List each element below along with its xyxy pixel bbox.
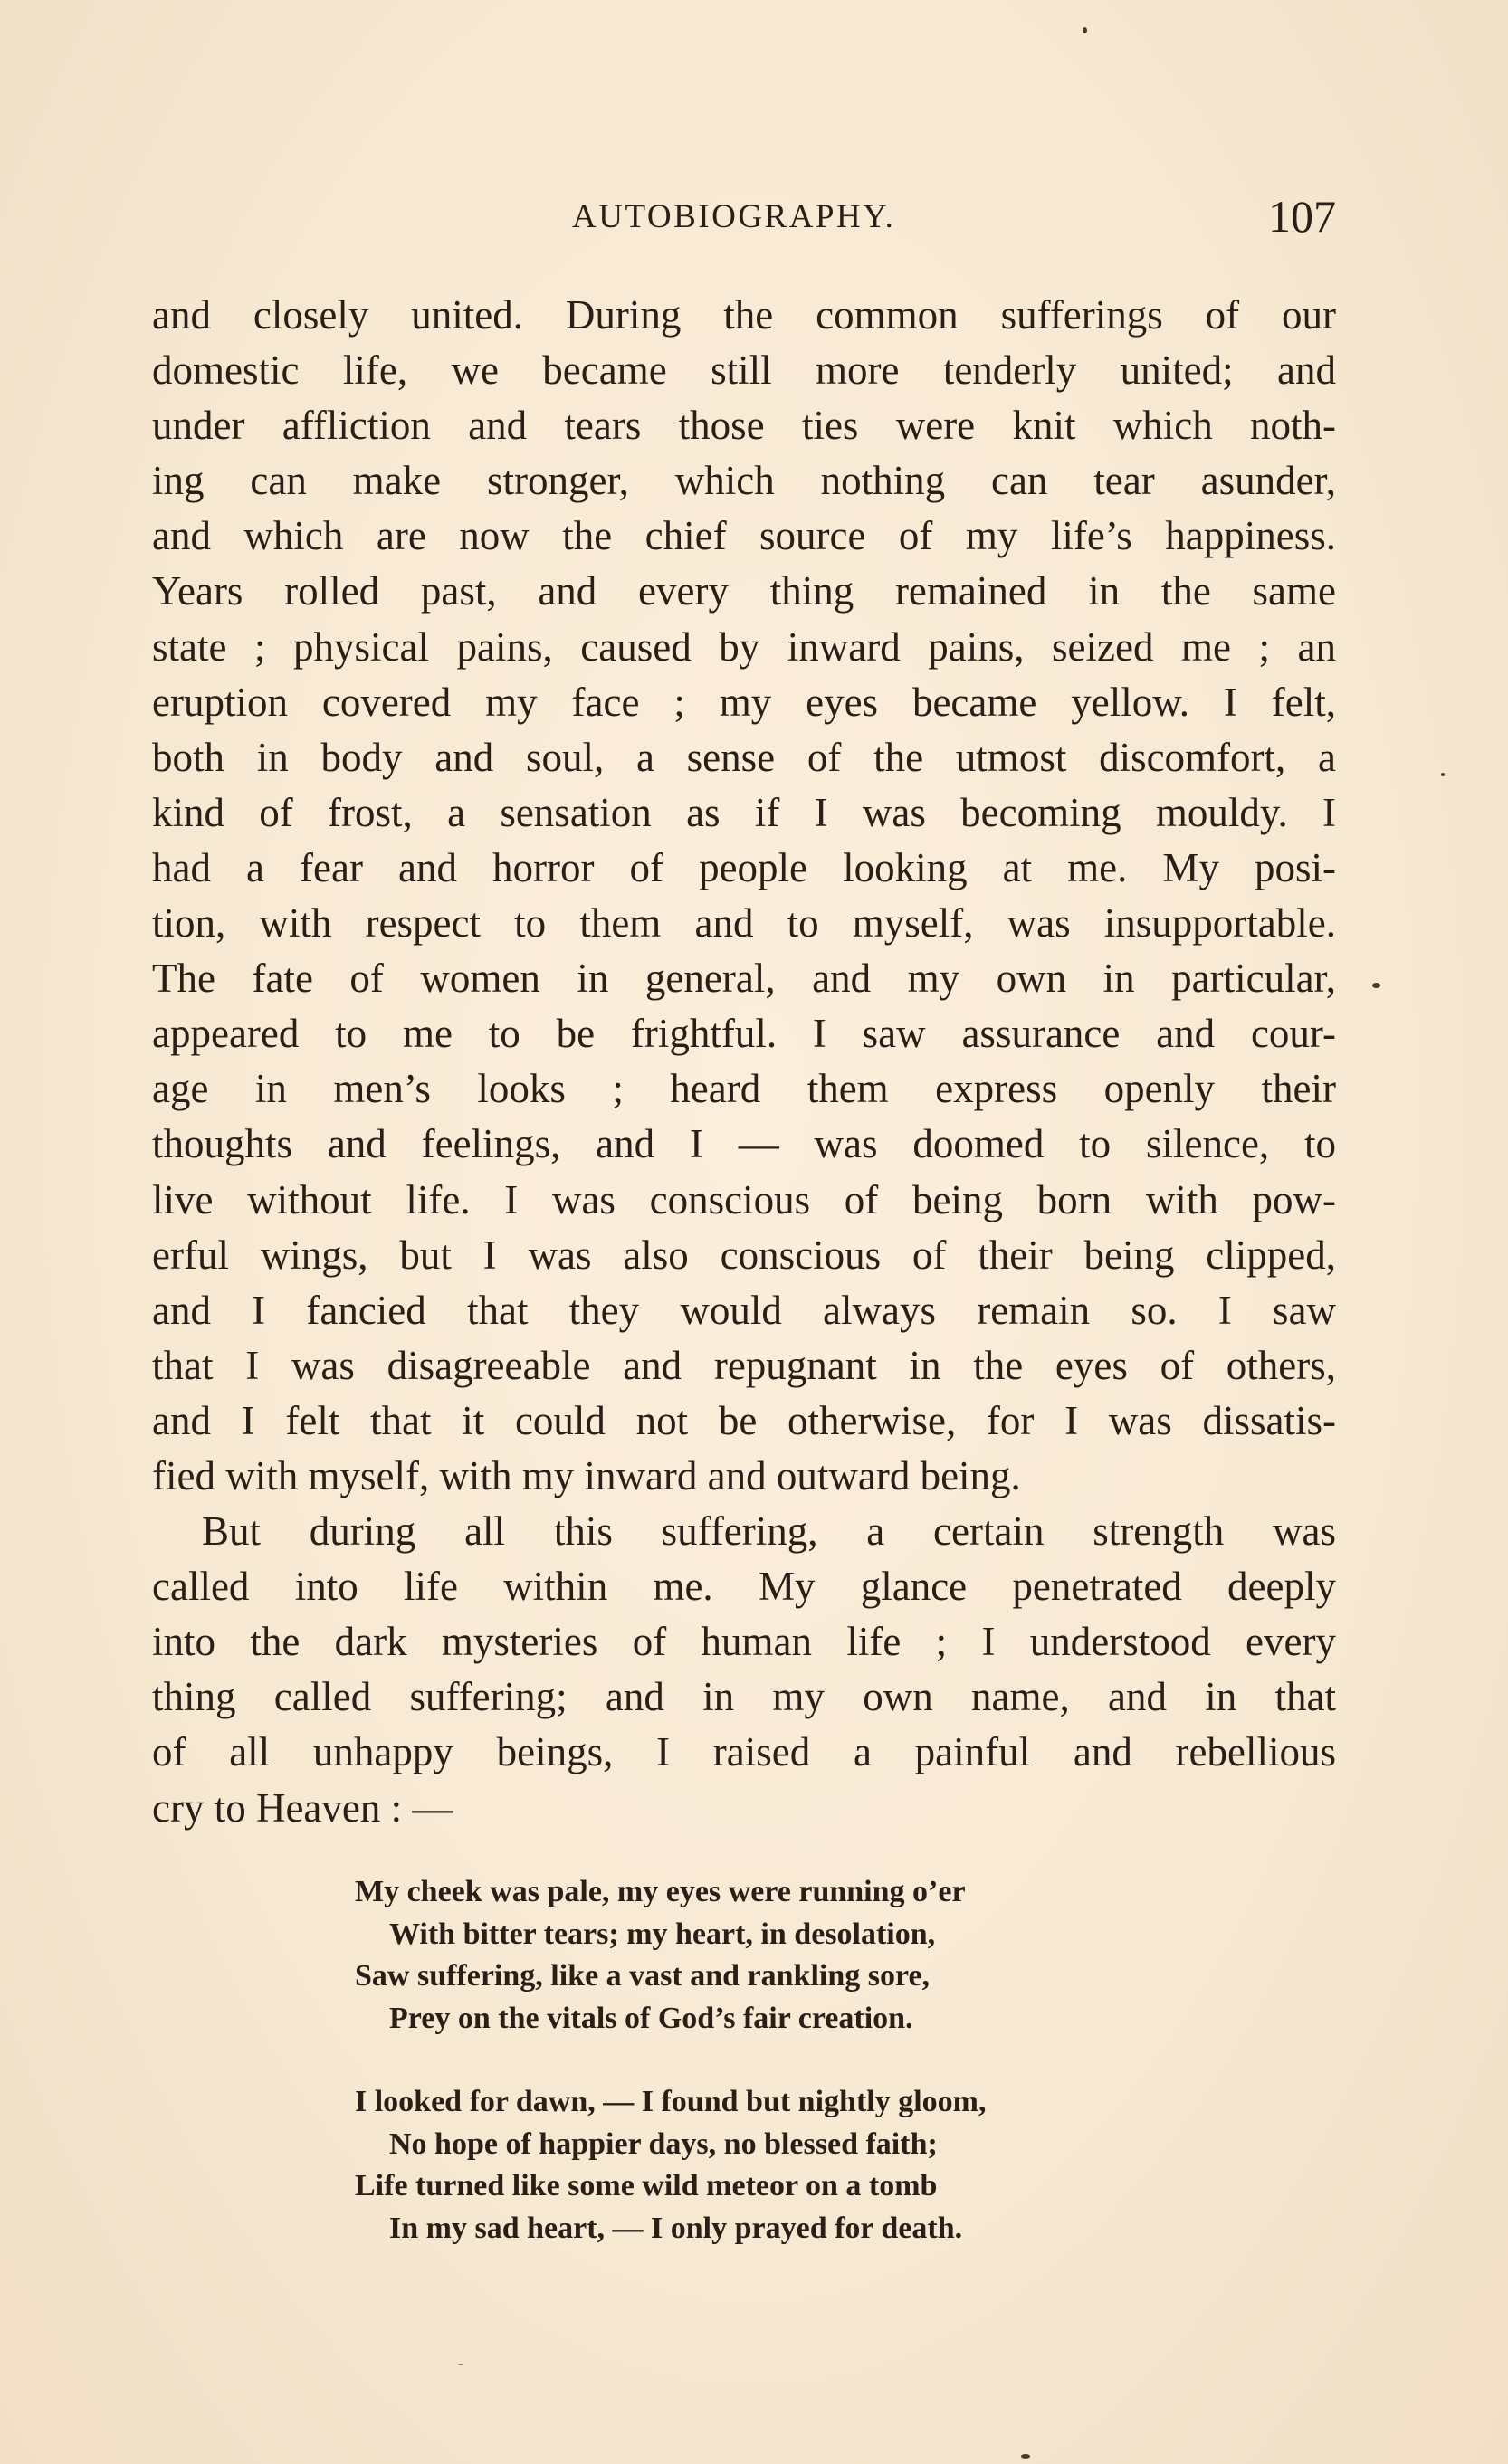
text-line: eruption covered my face ; my eyes became yellow. I felt, — [152, 679, 1336, 725]
text-line: thing called suffering; and in my own name, and in that — [152, 1674, 1336, 1720]
text-line: and I felt that it could not be otherwise, for I was dissatis- — [152, 1397, 1336, 1443]
text-line: age in men’s looks ; heard them express openly their — [152, 1066, 1336, 1112]
verse-line: In my sad heart, — I only prayed for death. — [389, 2211, 963, 2245]
text-line: of all unhappy beings, I raised a painful and rebellious — [152, 1729, 1336, 1775]
poem-stanza — [355, 2081, 1151, 2250]
text-line: and which are now the chief source of my life’s happiness. — [152, 513, 1336, 559]
verse-line: I looked for dawn, — I found but nightly gloom, — [355, 2085, 987, 2118]
text-line: state ; physical pains, caused by inward pains, seized me ; an — [152, 623, 1336, 670]
text-line: and closely united. During the common sufferings of our — [152, 292, 1336, 338]
running-head: AUTOBIOGRAPHY. — [572, 198, 896, 235]
text-line: both in body and soul, a sense of the utmost discomfort, a — [152, 734, 1336, 780]
text-line: Years rolled past, and every thing remained in the same — [152, 568, 1336, 614]
text-line: But during all this suffering, a certain strength was — [202, 1508, 1336, 1555]
text-line: fied with myself, with my inward and outward being. — [152, 1452, 1021, 1498]
text-line: ing can make stronger, which nothing can tear asunder, — [152, 458, 1336, 504]
text-line: kind of frost, a sensation as if I was becoming mouldy. I — [152, 789, 1336, 835]
text-line: erful wings, but I was also conscious of their being clipped, — [152, 1232, 1336, 1278]
page-number: 107 — [1268, 191, 1336, 242]
paper-speck — [1441, 773, 1445, 776]
text-line: live without life. I was conscious of being born with pow- — [152, 1176, 1336, 1222]
verse-line: Life turned like some wild meteor on a tomb — [355, 2169, 938, 2202]
verse-line: With bitter tears; my heart, in desolation, — [389, 1917, 936, 1951]
text-line: domestic life, we became still more tenderly united; and — [152, 347, 1336, 394]
text-line: thoughts and feelings, and I — was doomed to silence, to — [152, 1121, 1336, 1167]
paper-speck — [458, 2364, 463, 2365]
poem — [355, 1871, 1151, 2291]
paper-speck — [1372, 983, 1380, 988]
text-line: and I fancied that they would always remain so. I saw — [152, 1287, 1336, 1333]
text-line: that I was disagreeable and repugnant in the eyes of others, — [152, 1342, 1336, 1388]
text-line: appeared to me to be frightful. I saw assurance and cour- — [152, 1011, 1336, 1057]
verse-line: No hope of happier days, no blessed faith; — [389, 2126, 938, 2161]
text-line: cry to Heaven : — — [152, 1784, 453, 1831]
verse-line: Saw suffering, like a vast and rankling sore, — [355, 1959, 931, 1993]
text-line: into the dark mysteries of human life ; I understood every — [152, 1619, 1336, 1665]
paper-speck — [1021, 2454, 1030, 2459]
poem-stanza — [355, 1871, 1151, 2040]
text-line: called into life within me. My glance penetrated deeply — [152, 1564, 1336, 1610]
text-line: had a fear and horror of people looking at me. My posi- — [152, 844, 1336, 890]
page-header — [152, 190, 1336, 244]
text-line: The fate of women in general, and my own in particular, — [152, 956, 1336, 1002]
verse-line: Prey on the vitals of God’s fair creation. — [389, 2001, 913, 2035]
text-line: tion, with respect to them and to myself, was insupportable. — [152, 900, 1336, 947]
paper-speck — [1083, 27, 1087, 33]
body-text — [152, 288, 1336, 1836]
text-line: under affliction and tears those ties were knit which noth- — [152, 403, 1336, 449]
verse-line: My cheek was pale, my eyes were running o’er — [355, 1875, 966, 1908]
